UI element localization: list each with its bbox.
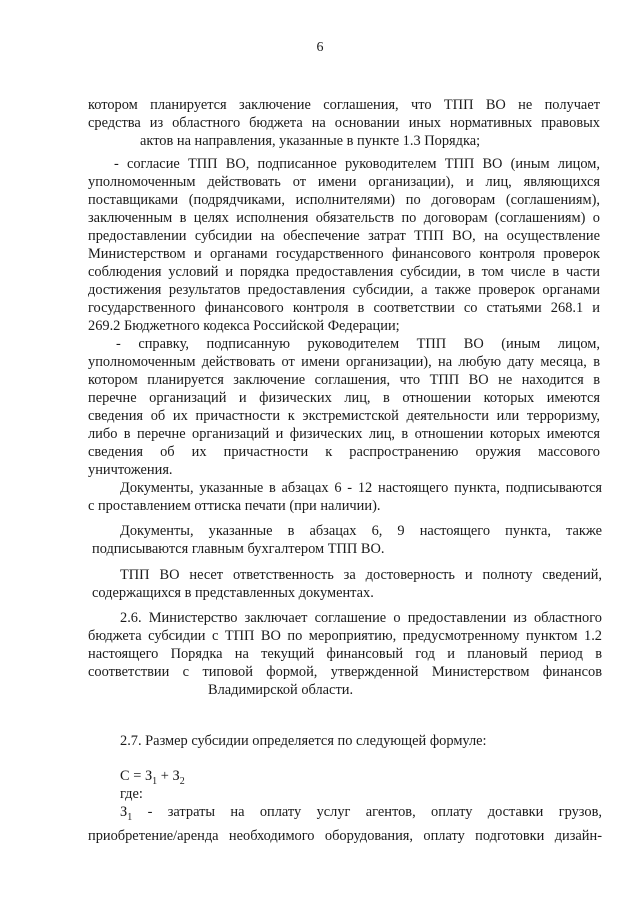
text-line: сведения об их причастности к экстремистской деятельности или терроризму,	[88, 408, 600, 424]
text-line: подписываются главным бухгалтером ТПП ВО.	[92, 541, 385, 557]
text-line: 2.6. Министерство заключает соглашение о предоставлении из областного	[120, 610, 602, 626]
formula-term1: З	[144, 768, 153, 784]
text-line: уполномоченным действовать от имени организации), на любую дату месяца, в	[88, 354, 600, 370]
z1-line-1: - затраты на оплату услуг агентов, оплату доставки грузов,	[147, 804, 602, 820]
paragraph-7	[88, 609, 602, 699]
text-line: заключенным в целях исполнения обязательств по договорам (соглашениям) о	[88, 210, 600, 226]
text-line: приобретение/аренда необходимого оборудования, оплату подготовки дизайн-	[88, 827, 602, 844]
text-line: содержащихся в представленных документах.	[92, 585, 374, 601]
text-line: - справку, подписанную руководителем ТПП ВО (иным лицом,	[116, 336, 600, 352]
text-line: государственного финансового контроля в соответствии со статьями 268.1 и	[88, 300, 600, 316]
text-line: Владимирской области.	[208, 682, 354, 698]
formula-sub2: 2	[179, 775, 185, 787]
text-line	[88, 803, 602, 827]
text-line: с проставлением оттиска печати (при наличии).	[88, 498, 381, 514]
text-line: настоящего Порядка на текущий финансовый год и плановый период в	[88, 646, 602, 662]
paragraph-6	[88, 566, 602, 602]
text-line: соблюдения условий и порядка предоставления субсидии, в том числе в части	[88, 264, 600, 280]
text-line: сведения об их причастности к распространению оружия массового	[88, 444, 600, 460]
text-line: уничтожения.	[88, 462, 173, 478]
paragraph-4	[88, 479, 602, 515]
text-line: предоставлении субсидии на обеспечение затрат ТПП ВО, на осуществление	[88, 228, 600, 244]
text-line: средства из областного бюджета на основании иных нормативных правовых	[88, 115, 600, 131]
text-line: Документы, указанные в абзацах 6 - 12 настоящего пункта, подписываются	[120, 480, 602, 496]
text-line: бюджета субсидии с ТПП ВО по мероприятию, предусмотренному пунктом 1.2	[88, 628, 602, 644]
formula-plus: +	[160, 768, 169, 784]
text-line: поставщиками (подрядчиками, исполнителями) по договорам (соглашениям),	[88, 192, 600, 208]
paragraph-1	[88, 96, 600, 150]
paragraph-8	[120, 732, 600, 750]
where-label	[120, 785, 220, 803]
formula-eq: =	[133, 768, 142, 784]
text-line: - согласие ТПП ВО, подписанное руководителем ТПП ВО (иным лицом,	[114, 156, 600, 172]
z1-sub: 1	[127, 811, 133, 823]
text-line: 269.2 Бюджетного кодекса Российской Федерации;	[88, 318, 400, 334]
z1-definition	[88, 803, 602, 845]
page-number: 6	[316, 40, 324, 55]
formula-term2: З	[172, 768, 180, 784]
formula-lhs: С	[120, 768, 130, 784]
text-line: 2.7. Размер субсидии определяется по следующей формуле:	[120, 733, 487, 749]
text-line: уполномоченным действовать от имени организации), и лиц, являющихся	[88, 174, 600, 190]
text-line: котором планируется заключение соглашения, что ТПП ВО не получает	[88, 97, 600, 113]
z1-symbol: З	[120, 804, 128, 820]
paragraph-3	[88, 335, 600, 479]
text-line: ТПП ВО несет ответственность за достоверность и полноту сведений,	[120, 567, 602, 583]
where-label-text: где:	[120, 786, 143, 802]
paragraph-5	[88, 522, 602, 558]
paragraph-2	[88, 155, 600, 335]
text-line: соответствии с типовой формой, утвержденной Министерством финансов	[88, 664, 602, 680]
text-line: перечне организаций и физических лиц, в отношении которых имеются	[88, 390, 600, 406]
formula-sub1: 1	[152, 775, 158, 787]
text-line: достижения результатов предоставления субсидии, а также проверок органами	[88, 282, 600, 298]
text-line: Министерством и органами государственного финансового контроля проверок	[88, 246, 600, 262]
text-line: либо в перечне организаций и физических лиц, в отношении которых имеются	[88, 426, 600, 442]
text-line: Документы, указанные в абзацах 6, 9 настоящего пункта, также	[120, 523, 602, 539]
text-line: котором планируется заключение соглашения, что ТПП ВО не находится в	[88, 372, 600, 388]
text-line: актов на направления, указанные в пункте 1.3 Порядка;	[140, 133, 481, 149]
